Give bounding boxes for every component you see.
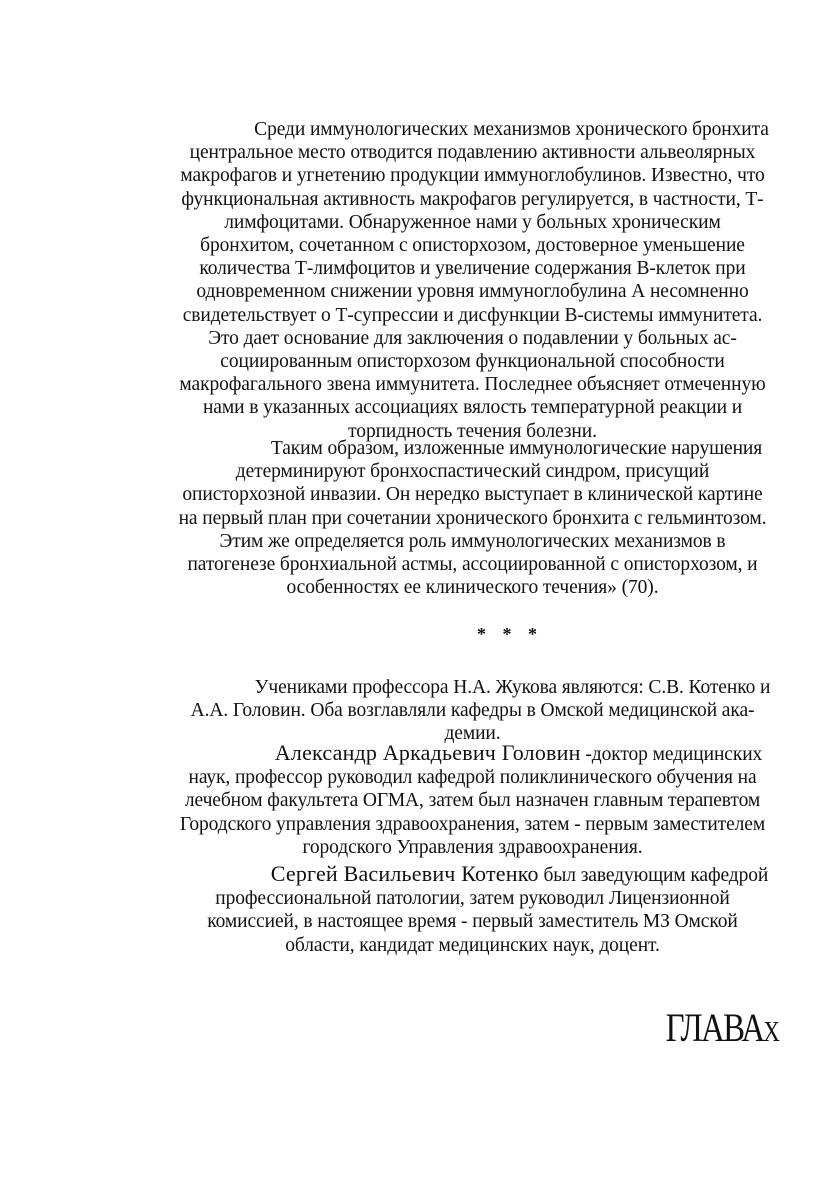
chapter-number: X <box>763 1017 780 1048</box>
text-line: Городского управления здравоохранения, затем - первым заместителем <box>179 813 766 835</box>
text-line: социированным описторхозом функциональной способности <box>220 351 725 373</box>
text-line: лечебном факультета ОГМА, затем был назначен главным терапевтом <box>184 790 761 812</box>
text-line: Этим же определяется роль иммунологических механизмов в <box>219 530 726 552</box>
paragraph-immunology <box>160 118 785 443</box>
text-line: описторхозной инвазии. Он нередко выступает в клинической картине <box>182 484 763 506</box>
person-name: Сергей Васильевич Котенко <box>270 861 539 886</box>
text-line: А.А. Головин. Оба возглавляли кафедры в Омской медицинской ака- <box>190 700 755 722</box>
text-line <box>160 437 785 460</box>
text-line: макрофагов и угнетению продукции иммуноглобулинов. Известно, что <box>180 165 765 187</box>
text-line-content: был заведующим кафедрой <box>538 865 769 886</box>
text-line: наук, профессор руководил кафедрой поликлинического обучения на <box>188 767 757 789</box>
text-line: бронхитом, сочетанном с описторхозом, достоверное уменьшение <box>200 235 745 257</box>
text-line: демии. <box>444 723 501 745</box>
text-line: одновременном снижении уровня иммуноглобулина А несомненно <box>196 281 749 303</box>
text-line: торпидность течения болезни. <box>348 420 597 442</box>
section-separator: * * * <box>477 624 543 644</box>
text-line: патогенезе бронхиальной астмы, ассоциированной с описторхозом, и <box>187 554 758 576</box>
paragraph-kotenko <box>160 862 785 957</box>
text-line: особенностях ее клинического течения» (70). <box>286 577 659 599</box>
text-line: свидетельствует о Т-супрессии и дисфункции В-системы иммунитета. <box>182 304 763 326</box>
text-line-content: Учениками профессора Н.А. Жукова являются: С.В. Котенко и <box>254 677 771 698</box>
text-line: лимфоцитами. Обнаруженное нами у больных хроническим <box>224 211 721 233</box>
text-line <box>160 862 785 887</box>
text-line: центральное место отводится подавлению активности альвеолярных <box>189 142 756 164</box>
text-line-content: Среди иммунологических механизмов хронического бронхита <box>254 119 769 140</box>
text-line <box>160 676 785 699</box>
chapter-label: ГЛАВА <box>665 1005 764 1050</box>
text-line: городского Управления здравоохранения. <box>302 836 643 858</box>
text-line: количества Т-лимфоцитов и увеличение содержания В-клеток при <box>199 258 746 280</box>
text-line: макрофагального звена иммунитета. Последнее объясняет отмеченную <box>179 374 766 396</box>
paragraph-golovin <box>160 741 785 859</box>
text-line: комиссией, в настоящее время - первый заместитель МЗ Омской <box>207 911 738 933</box>
chapter-heading <box>632 1004 780 1057</box>
person-name: Александр Аркадьевич Головин <box>274 740 581 765</box>
text-line: на первый план при сочетании хронического бронхита с гельминтозом. <box>178 507 767 529</box>
text-line: нами в указанных ассоциациях вялость температурной реакции и <box>202 397 743 419</box>
paragraph-conclusion <box>160 437 785 599</box>
text-line: функциональная активность макрофагов регулируется, в частности, Т- <box>181 188 764 210</box>
text-line: детерминируют бронхоспастический синдром, присущий <box>235 461 710 483</box>
text-line: Это дает основание для заключения о подавлении у больных ас- <box>208 327 737 349</box>
text-line: области, кандидат медицинских наук, доцент. <box>285 934 660 956</box>
text-line: профессиональной патологии, затем руководил Лицензионной <box>215 888 730 910</box>
text-line-content: Таким образом, изложенные иммунологические нарушения <box>270 438 763 459</box>
text-line <box>160 118 785 141</box>
text-line <box>160 741 785 766</box>
paragraph-students <box>160 676 785 746</box>
text-line-content: -доктор медицинских <box>580 744 763 765</box>
